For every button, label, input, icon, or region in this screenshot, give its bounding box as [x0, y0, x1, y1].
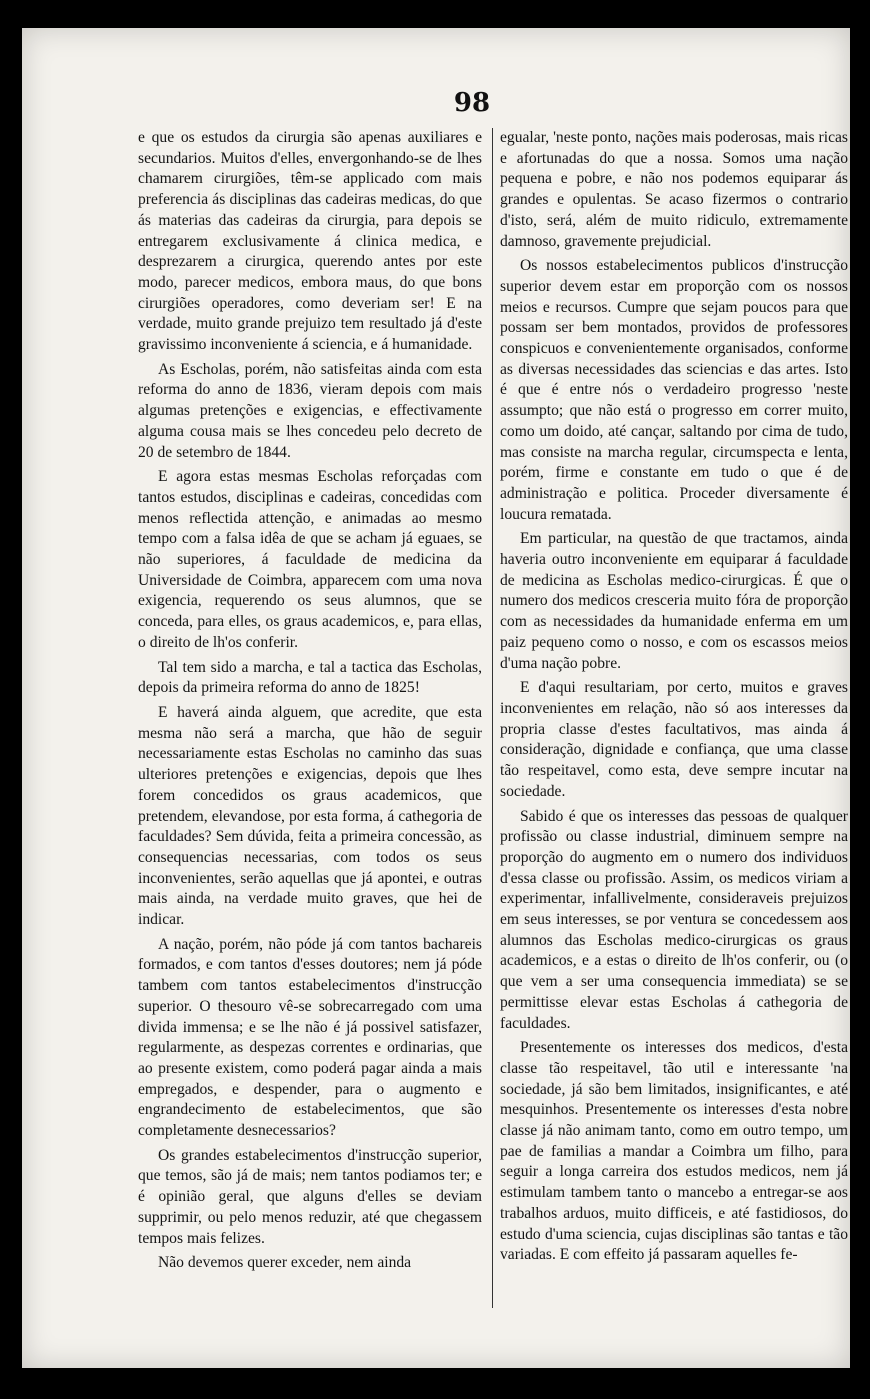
paragraph: Tal tem sido a marcha, e tal a tactica das Escholas, depois da primeira reforma do anno de 1825!	[138, 658, 482, 697]
paragraph: Presentemente os interesses dos medicos, d'esta classe tão respeitavel, tão util e interessante 'na sociedade, já são bem limitados, insignificantes, e até mesquinhos. Presentemente os interesses d'esta nobre classe já não animam tanto, como em outro tempo, um pae de familias a mandar a Coimbra um filho, para seguir a longa carreira dos estudos medicos, nem já estimulam tambem tanto o mancebo a entregar-se aos trabalhos arduos, muito difficeis, e até fastidiosos, do estudo d'uma sciencia, cujas disciplinas são tantas e tão variadas. E com effeito já passaram aquelles fe-	[500, 1039, 848, 1264]
document-page	[22, 28, 850, 1368]
right-column	[482, 128, 848, 1270]
paragraph: A nação, porém, não póde já com tantos bachareis formados, e com tantos d'esses doutores; nem já póde tambem com tantos estabelecimentos d'instrucção superior. O thesouro vê-se sobrecarregado com uma divida immensa; e se lhe não é já possivel satisfazer, regularmente, as despezas correntes e ordinarias, que ao presente existem, como poderá pagar ainda a mais empregados, e despender, para o augmento e engrandecimento de estabelecimentos, que são completamente desnecessarios?	[138, 935, 482, 1140]
paragraph: E d'aqui resultariam, por certo, muitos e graves inconvenientes em relação, não só aos interesses da propria classe d'estes facultativos, mas ainda á consideração, dignidade e confiança, que uma classe tão respeitavel, como esta, deve sempre incutar na sociedade.	[500, 679, 848, 800]
page-number: 98	[453, 88, 491, 118]
paragraph: Em particular, na questão de que tractamos, ainda haveria outro inconveniente em equiparar á faculdade de medicina as Escholas medico-cirurgicas. É que o numero dos medicos cresceria muito fóra de proporção com as necessidades da humanidade enferma em um paiz pequeno como o nosso, e com os escassos meios d'uma nação pobre.	[500, 530, 848, 672]
paragraph: E haverá ainda alguem, que acredite, que esta mesma não será a marcha, que hão de seguir necessariamente estas Escholas no caminho das suas ulteriores pretenções e exigencias, depois que lhes forem concedidos os graus academicos, que pretendem, elevandose, por esta forma, á cathegoria de faculdades? Sem dúvida, feita a primeira concessão, as consequencias necessarias, com todos os seus inconvenientes, serão aquellas que já apontei, e outras mais ainda, na verdade muito graves, que hei de indicar.	[138, 703, 482, 929]
paragraph: As Escholas, porém, não satisfeitas ainda com esta reforma do anno de 1836, vieram depois com mais algumas pretenções e exigencias, e effectivamente alguma cousa mais se lhes concedeu pelo decreto de 20 de setembro de 1844.	[138, 360, 482, 461]
paragraph: Os grandes estabelecimentos d'instrucção superior, que temos, são já de mais; nem tantos podiamos ter; e é opinião geral, que alguns d'elles se deviam supprimir, ou pelo menos reduzir, até que chegassem tempos mais felizes.	[138, 1146, 482, 1247]
paragraph: Não devemos querer exceder, nem ainda	[158, 1254, 412, 1272]
paragraph: e que os estudos da cirurgia são apenas auxiliares e secundarios. Muitos d'elles, envergonhando-se de lhes chamarem cirurgiões, têm-se applicado com mais preferencia ás disciplinas das cadeiras medicas, do que ás materias das cadeiras da cirurgia, para depois se entregarem exclusivamente á clinica medica, e desprezarem a cirurgica, querendo antes por este modo, parecer medicos, embora maus, do que bons cirurgiões operadores, como deveriam ser! E na verdade, muito grande prejuizo tem resultado já d'este gravissimo inconveniente á sciencia, e á humanidade.	[138, 129, 482, 354]
paragraph: Sabido é que os interesses das pessoas de qualquer profissão ou classe industrial, diminuem sempre na proporção do augmento em o numero dos individuos d'essa classe ou profissão. Assim, os medicos viriam a experimentar, infallivelmente, consideraveis prejuizos em seus interesses, se por ventura se concedessem aos alumnos das Escholas medico-cirurgicas os graus academicos, e a estas o direito de lh'os conferir, ou (o que vem a ser uma consequencia immediata) se se permittisse elevar estas Escholas á cathegoria de faculdades.	[500, 807, 848, 1032]
paragraph: egualar, 'neste ponto, nações mais poderosas, mais ricas e afortunadas do que a nossa. Somos uma nação pequena e pobre, e não nos podemos equiparar ás grandes e opulentas. Se acaso fizermos o contrario d'isto, será, além de muito ridiculo, extremamente damnoso, gravemente prejudicial.	[500, 129, 848, 250]
left-column	[138, 128, 482, 1278]
paragraph: Os nossos estabelecimentos publicos d'instrucção superior devem estar em proporção com os nossos meios e recursos. Cumpre que sejam poucos para que possam ser bem montados, providos de professores conspicuos e convenientemente organisados, conforme as diversas necessidades das sciencias e das artes. Isto é que é entre nós o verdadeiro progresso 'neste assumpto; que não está o progresso em correr muito, como um doido, até cançar, saltando por cima de tudo, mas consiste na marcha regular, circumspecta e lenta, porém, firme e constante em tudo o que é de administração e politica. Proceder diversamente é loucura rematada.	[500, 257, 848, 523]
paragraph: E agora estas mesmas Escholas reforçadas com tantos estudos, disciplinas e cadeiras, concedidas com menos reflectida attenção, e animadas ao mesmo tempo com a falsa idêa de que se acham já eguaes, se não superiores, á faculdade de medicina da Universidade de Coimbra, apparecem com uma nova exigencia, requerendo os seus alumnos, que se conceda, para elles, os graus academicos, e, para ellas, o direito de lh'os conferir.	[138, 468, 482, 651]
